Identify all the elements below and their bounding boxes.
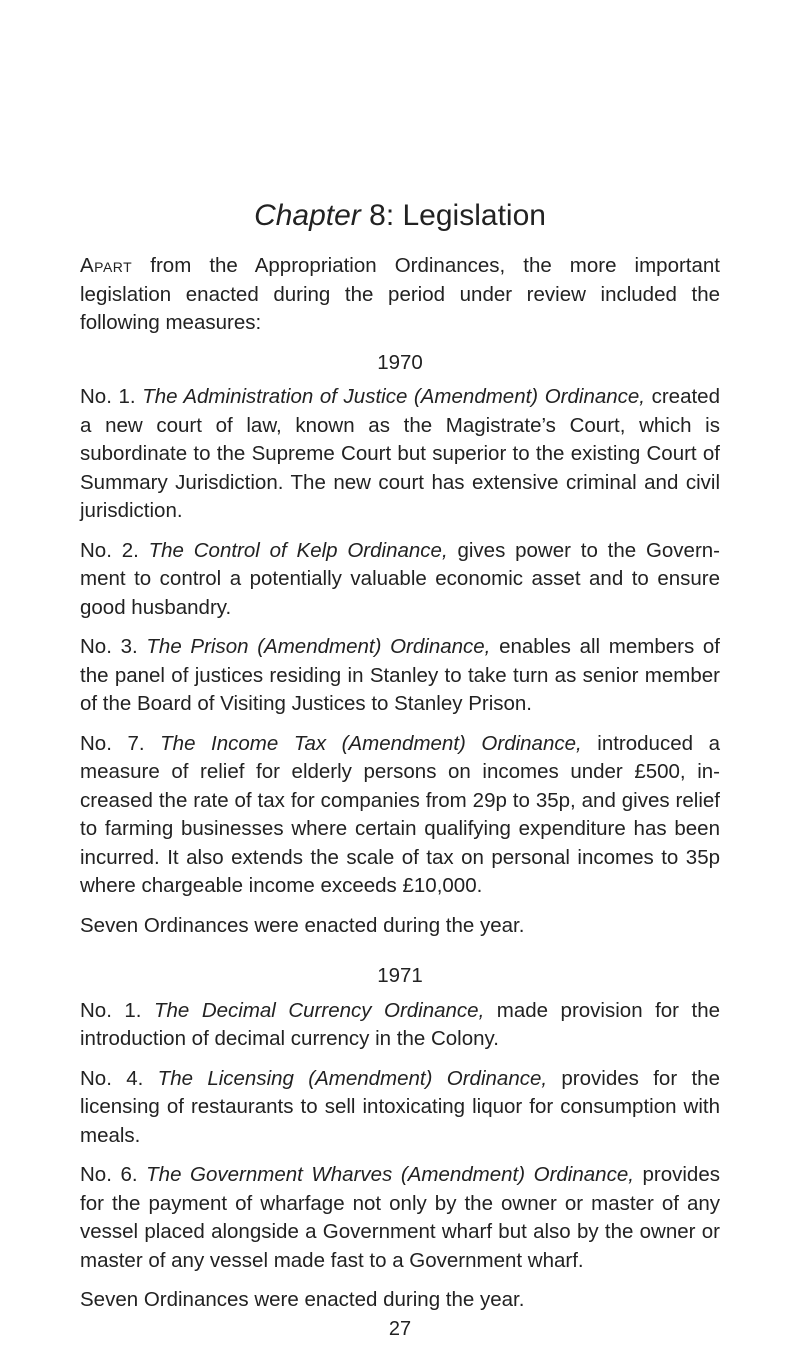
ordinance-paragraph [80, 1065, 720, 1151]
ordinance-description: made provision for the introduction of decimal currency in the Colony. [80, 998, 720, 1050]
ordinance-title: The Control of Kelp Ordinance, [148, 538, 448, 562]
ordinance-title: The Prison (Amendment) Ordinance, [146, 635, 491, 658]
year-summary-1970: Seven Ordinances were enacted during the year. [80, 913, 525, 937]
ordinance-description: enables all members of the panel of justices residing in Stanley to take turn as senior member of the Board of Visiting Justices to Stanley Prison. [80, 635, 721, 715]
ordinance-description: created a new court of law, known as the Magistrate’s Court, which is subordinate to the Supreme Court but superior to the existing Court of Summary Jurisdiction. The new court has extensive criminal and civil jurisdiction. [80, 385, 720, 522]
intro-lead: Apart [80, 254, 133, 277]
year-summary-1971: Seven Ordinances were enacted during the year. [80, 1288, 525, 1311]
ordinance-number: No. 6. [80, 1163, 138, 1186]
ordinance-description: provides for the payment of wharfage not only by the owner or master of any vessel placed alongside a Government wharf but also by the owner or master of any vessel made fast to a Government wharf. [80, 1163, 720, 1272]
ordinance-title: The Licensing (Amendment) Ordinance, [157, 1066, 548, 1090]
ordinance-number: No. 7. [80, 731, 145, 755]
ordinance-title: The Administration of Justice (Amendment) Ordinance, [142, 385, 645, 408]
chapter-number: 8 [369, 199, 386, 232]
ordinance-paragraph [80, 997, 720, 1054]
ordinance-number: No. 4. [80, 1066, 144, 1090]
chapter-name: Legislation [402, 199, 546, 232]
ordinance-description: gives power to the Govern-ment to control a potentially valuable economic asset and to ensure good husbandry. [80, 538, 721, 619]
chapter-prefix: Chapter [254, 199, 361, 232]
ordinance-paragraph [80, 633, 720, 719]
page-number: 27 [388, 1318, 412, 1340]
chapter-title: Chapter 8: Legislation [254, 199, 546, 232]
ordinance-paragraph [80, 537, 720, 623]
intro-paragraph [80, 252, 720, 338]
ordinance-description: provides for the licensing of restaurants to sell intoxicating liquor for consumption with meals. [80, 1066, 720, 1147]
ordinance-paragraph [80, 1161, 720, 1275]
ordinance-title: The Government Wharves (Amendment) Ordinance, [146, 1163, 634, 1186]
ordinance-description: introduced a measure of relief for elderly persons on incomes under £500, in-creased the rate of tax for companies from 29p to 35p, and gives relief to farming businesses where certain qualifying expenditure has been incurred. It also extends the scale of tax on personal incomes to 35p where chargeable income exceeds £10,000. [80, 731, 720, 897]
year-heading-1971: 1971 [377, 964, 423, 987]
ordinance-number: No. 1. [80, 385, 136, 408]
body-text [80, 252, 720, 1326]
ordinance-paragraph [80, 383, 720, 526]
intro-rest: from the Appropriation Ordinances, the more important legislation enacted during the period under review included the following measures: [80, 254, 720, 334]
ordinance-number: No. 3. [80, 635, 138, 658]
ordinance-paragraph [80, 730, 720, 901]
year-heading-1970: 1970 [377, 350, 423, 374]
ordinance-title: The Income Tax (Amendment) Ordinance, [160, 731, 582, 755]
ordinance-number: No. 1. [80, 998, 142, 1022]
ordinance-title: The Decimal Currency Ordinance, [154, 998, 485, 1022]
ordinance-number: No. 2. [80, 538, 139, 562]
